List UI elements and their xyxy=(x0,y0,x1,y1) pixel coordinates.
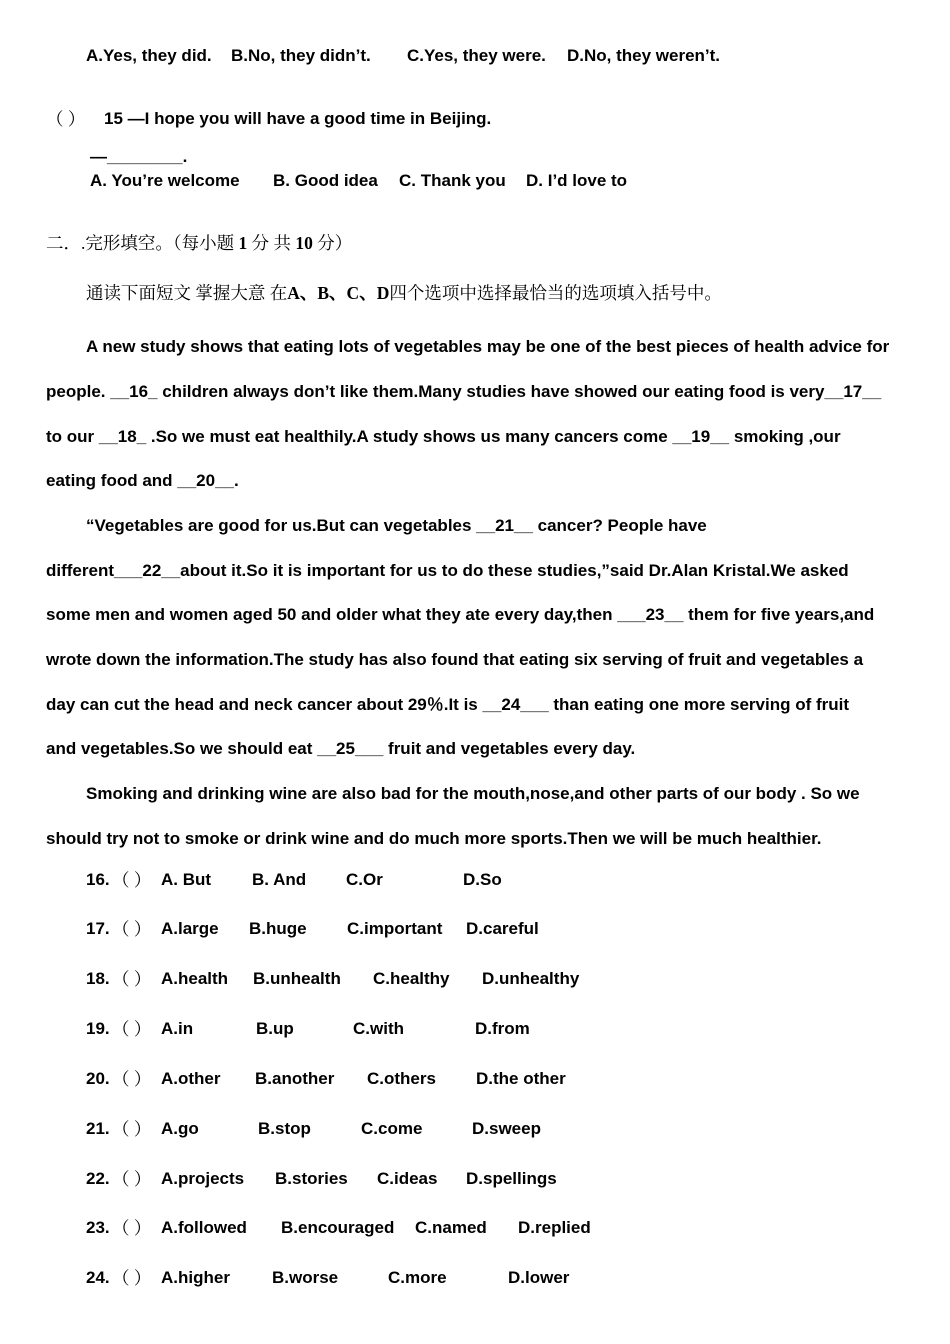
option-c[interactable]: C.ideas xyxy=(377,1169,438,1188)
answer-paren[interactable]: （ ） xyxy=(112,1169,152,1189)
option-a[interactable]: A.health xyxy=(161,969,229,988)
answer-paren[interactable]: （ ） xyxy=(112,1119,152,1139)
question-number: 17. xyxy=(86,919,110,938)
passage-line: some men and women aged 50 and older what they ate every day,then ___23__ them for five years,and xyxy=(46,605,875,624)
instructions-letters: A、B、C、D xyxy=(287,283,390,303)
answer-paren[interactable]: （ ） xyxy=(112,870,152,890)
question-number: 18. xyxy=(86,969,110,988)
option-a[interactable]: A. But xyxy=(161,870,212,889)
option-a[interactable]: A.go xyxy=(161,1119,199,1138)
option-b[interactable]: B.encouraged xyxy=(281,1218,395,1237)
passage-line: eating food and __20__. xyxy=(46,471,239,490)
option-c[interactable]: C.come xyxy=(361,1119,423,1138)
option-d[interactable]: D.spellings xyxy=(466,1169,557,1188)
q15-reply: —________. xyxy=(90,147,188,166)
passage-line: day can cut the head and neck cancer about 29％.It is __24___ than eating one more serving of fruit xyxy=(46,695,850,714)
instructions xyxy=(86,282,722,304)
q15-answer-paren[interactable]: （ ） xyxy=(46,109,86,129)
q15-option-b[interactable]: B. Good idea xyxy=(273,171,378,190)
q14-option-d[interactable]: D.No, they weren’t. xyxy=(567,46,721,65)
option-b[interactable]: B.worse xyxy=(272,1268,339,1287)
option-c[interactable]: C.healthy xyxy=(373,969,450,988)
section-heading-total: 10 xyxy=(295,233,313,253)
passage-line: to our __18_ .So we must eat healthily.A study shows us many cancers come __19__ smoking ,our xyxy=(46,427,841,446)
option-b[interactable]: B.up xyxy=(256,1019,294,1038)
q15-stem: 15 —I hope you will have a good time in Beijing. xyxy=(104,109,492,128)
option-b[interactable]: B.huge xyxy=(249,919,307,938)
option-a[interactable]: A.other xyxy=(161,1069,221,1088)
section-heading xyxy=(46,232,352,254)
option-c[interactable]: C.others xyxy=(367,1069,436,1088)
option-d[interactable]: D.lower xyxy=(508,1268,570,1287)
passage-line: people. __16_ children always don’t like them.Many studies have showed our eating food is very__17__ xyxy=(46,382,882,401)
question-number: 16. xyxy=(86,870,110,889)
option-d[interactable]: D.careful xyxy=(466,919,539,938)
instructions-part-2: 四个选项中选择最恰当的选项填入括号中。 xyxy=(389,283,722,303)
option-b[interactable]: B. And xyxy=(252,870,307,889)
question-number: 24. xyxy=(86,1268,110,1287)
option-a[interactable]: A.projects xyxy=(161,1169,245,1188)
option-c[interactable]: C.Or xyxy=(346,870,383,889)
option-d[interactable]: D.So xyxy=(463,870,502,889)
q14-option-c[interactable]: C.Yes, they were. xyxy=(407,46,546,65)
option-c[interactable]: C.named xyxy=(415,1218,487,1237)
q15-option-c[interactable]: C. Thank you xyxy=(399,171,506,190)
option-a[interactable]: A.followed xyxy=(161,1218,247,1237)
passage-line: A new study shows that eating lots of vegetables may be one of the best pieces of health advice for xyxy=(86,337,890,356)
option-d[interactable]: D.sweep xyxy=(472,1119,541,1138)
option-c[interactable]: C.with xyxy=(353,1019,404,1038)
option-b[interactable]: B.another xyxy=(255,1069,335,1088)
option-c[interactable]: C.important xyxy=(347,919,443,938)
section-heading-part-1: 二．.完形填空。（每小题 xyxy=(46,233,235,253)
question-number: 20. xyxy=(86,1069,110,1088)
answer-paren[interactable]: （ ） xyxy=(112,1268,152,1288)
q14-option-b[interactable]: B.No, they didn’t. xyxy=(231,46,371,65)
section-heading-part-2: 分 共 xyxy=(251,233,291,253)
question-number: 23. xyxy=(86,1218,110,1237)
section-heading-points: 1 xyxy=(238,233,248,253)
passage-line: “Vegetables are good for us.But can vegetables __21__ cancer? People have xyxy=(86,516,707,535)
section-heading-part-3: 分） xyxy=(317,233,353,253)
option-d[interactable]: D.unhealthy xyxy=(482,969,580,988)
option-c[interactable]: C.more xyxy=(388,1268,447,1287)
answer-paren[interactable]: （ ） xyxy=(112,1218,152,1238)
passage-line: different___22__about it.So it is important for us to do these studies,”said Dr.Alan Kristal.We asked xyxy=(46,561,849,580)
question-number: 21. xyxy=(86,1119,110,1138)
answer-paren[interactable]: （ ） xyxy=(112,969,152,989)
option-b[interactable]: B.unhealth xyxy=(253,969,341,988)
option-a[interactable]: A.large xyxy=(161,919,219,938)
question-number: 19. xyxy=(86,1019,110,1038)
q14-option-a[interactable]: A.Yes, they did. xyxy=(86,46,212,65)
answer-paren[interactable]: （ ） xyxy=(112,1019,152,1039)
q15-option-d[interactable]: D. I’d love to xyxy=(526,171,628,190)
instructions-part-1: 通读下面短文 掌握大意 在 xyxy=(86,283,288,303)
question-number: 22. xyxy=(86,1169,110,1188)
answer-paren[interactable]: （ ） xyxy=(112,1069,152,1089)
option-a[interactable]: A.in xyxy=(161,1019,194,1038)
option-a[interactable]: A.higher xyxy=(161,1268,230,1287)
option-d[interactable]: D.from xyxy=(475,1019,530,1038)
option-b[interactable]: B.stories xyxy=(275,1169,348,1188)
passage-line: Smoking and drinking wine are also bad for the mouth,nose,and other parts of our body . So we xyxy=(86,784,860,803)
passage-line: wrote down the information.The study has also found that eating six serving of fruit and vegetables a xyxy=(46,650,864,669)
option-d[interactable]: D.replied xyxy=(518,1218,591,1237)
q15-option-a[interactable]: A. You’re welcome xyxy=(90,171,240,190)
passage-line: and vegetables.So we should eat __25___ fruit and vegetables every day. xyxy=(46,739,636,758)
passage-line: should try not to smoke or drink wine and do much more sports.Then we will be much healthier. xyxy=(46,829,822,848)
option-d[interactable]: D.the other xyxy=(476,1069,566,1088)
option-b[interactable]: B.stop xyxy=(258,1119,311,1138)
answer-paren[interactable]: （ ） xyxy=(112,919,152,939)
